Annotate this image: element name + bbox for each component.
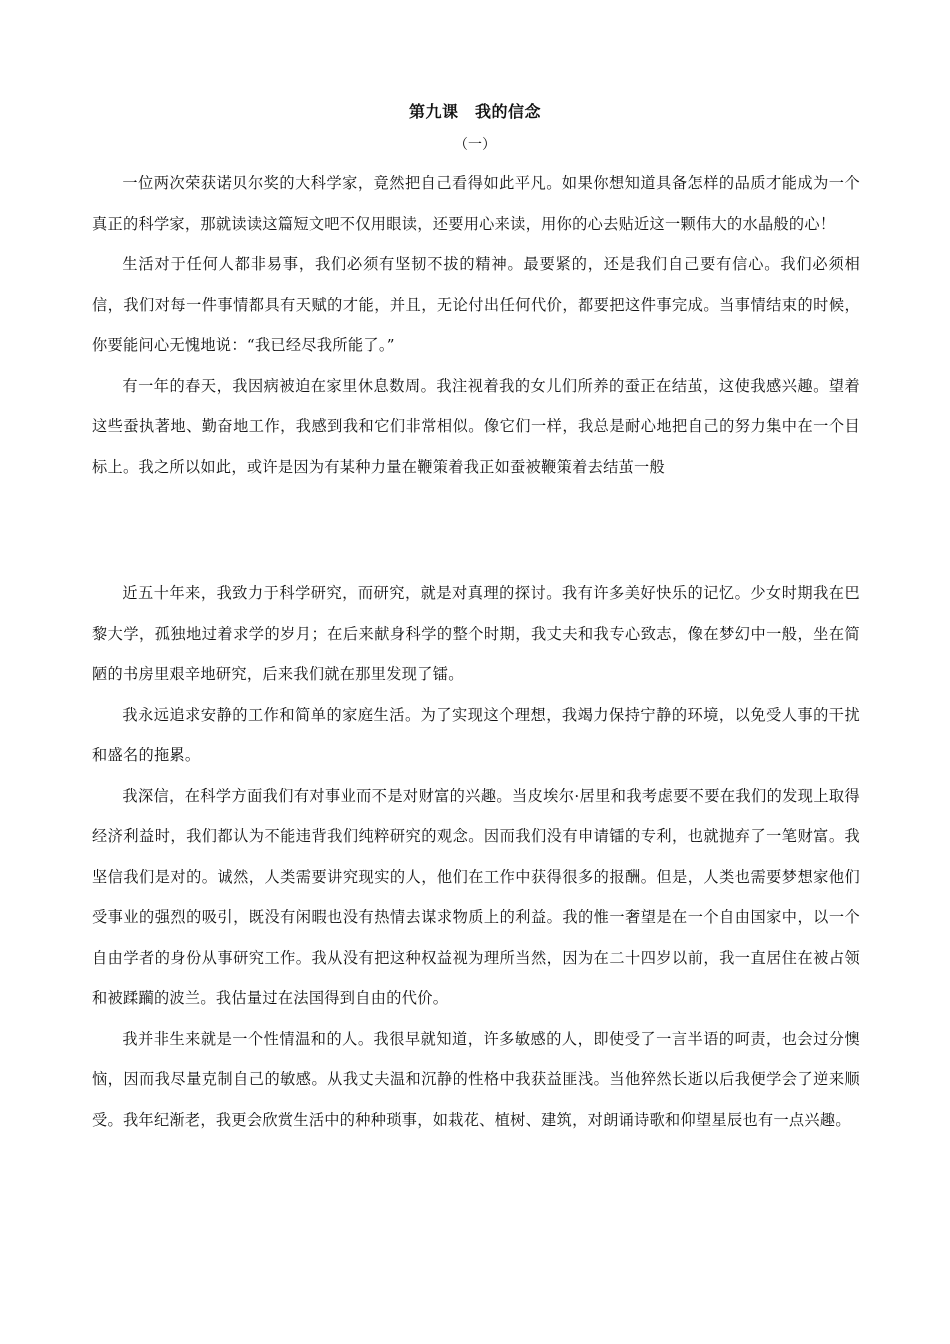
- paragraph: 一位两次荣获诺贝尔奖的大科学家，竟然把自己看得如此平凡。如果你想知道具备怎样的品质才能成为一个真正的科学家，那就读读这篇短文吧不仅用眼读，还要用心来读，用你的心去贴近这一颗伟大的水晶般的心！: [92, 174, 860, 233]
- body-text-top: [92, 163, 860, 487]
- body-text-bottom: [92, 573, 860, 1140]
- lesson-title: 第九课 我的信念: [408, 102, 541, 121]
- paragraph: 生活对于任何人都非易事，我们必须有坚韧不拔的精神。最要紧的，还是我们自己要有信心。我们必须相信，我们对每一件事情都具有天赋的才能，并且，无论付出任何代价，都要把这件事完成。当事情结束的时候，你要能问心无愧地说：“我已经尽我所能了。”: [92, 255, 860, 354]
- section-number: （一）: [454, 137, 496, 153]
- paragraph: 近五十年来，我致力于科学研究，而研究，就是对真理的探讨。我有许多美好快乐的记忆。少女时期我在巴黎大学，孤独地过着求学的岁月；在后来献身科学的整个时期，我丈夫和我专心致志，像在梦幻中一般，坐在简陋的书房里艰辛地研究，后来我们就在那里发现了镭。: [92, 584, 860, 683]
- paragraph: 我深信，在科学方面我们有对事业而不是对财富的兴趣。当皮埃尔·居里和我考虑要不要在我们的发现上取得经济利益时，我们都认为不能违背我们纯粹研究的观念。因而我们没有申请镭的专利，也就抛弃了一笔财富。我坚信我们是对的。诚然，人类需要讲究现实的人，他们在工作中获得很多的报酬。但是，人类也需要梦想家他们受事业的强烈的吸引，既没有闲暇也没有热情去谋求物质上的利益。我的惟一奢望是在一个自由国家中，以一个自由学者的身份从事研究工作。我从没有把这种权益视为理所当然，因为在二十四岁以前，我一直居住在被占领和被蹂躏的波兰。我估量过在法国得到自由的代价。: [92, 786, 860, 1007]
- paragraph: 有一年的春天，我因病被迫在家里休息数周。我注视着我的女儿们所养的蚕正在结茧，这使我感兴趣。望着这些蚕执著地、勤奋地工作，我感到我和它们非常相似。像它们一样，我总是耐心地把自己的努力集中在一个目标上。我之所以如此，或许是因为有某种力量在鞭策着我正如蚕被鞭策着去结茧一般: [92, 376, 860, 476]
- paragraph: 我并非生来就是一个性情温和的人。我很早就知道，许多敏感的人，即使受了一言半语的呵责，也会过分懊恼，因而我尽量克制自己的敏感。从我丈夫温和沉静的性格中我获益匪浅。当他猝然长逝以后我便学会了逆来顺受。我年纪渐老，我更会欣赏生活中的种种琐事，如栽花、植树、建筑，对朗诵诗歌和仰望星辰也有一点兴趣。: [92, 1029, 860, 1129]
- paragraph: 我永远追求安静的工作和简单的家庭生活。为了实现这个理想，我竭力保持宁静的环境，以免受人事的干扰和盛名的拖累。: [92, 705, 860, 764]
